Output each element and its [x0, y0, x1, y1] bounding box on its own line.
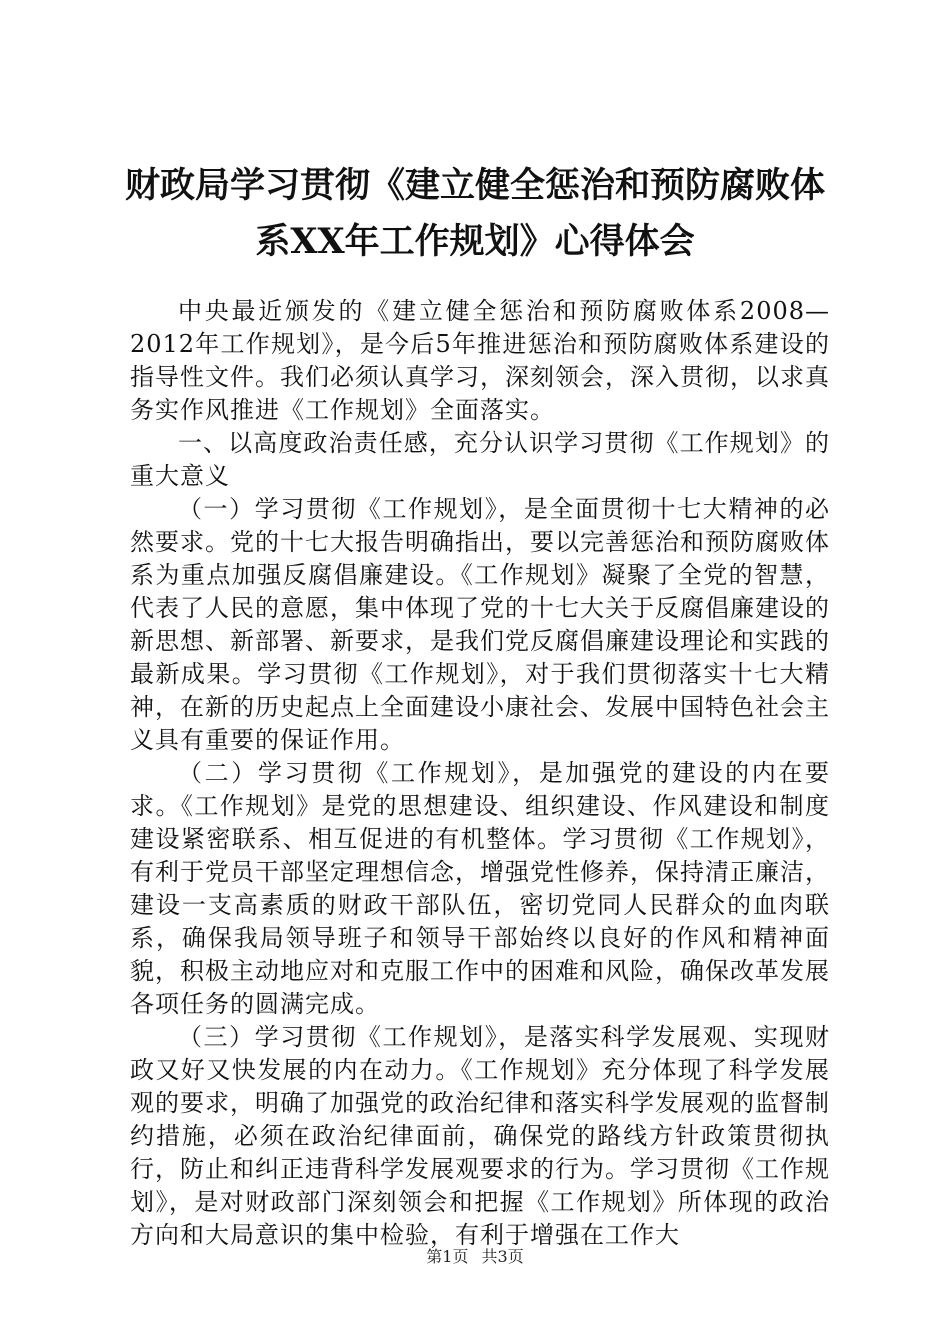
page-number-current: 第1页	[426, 1247, 469, 1266]
document-title-line-1: 财政局学习贯彻《建立健全惩治和预防腐败体	[124, 165, 825, 206]
document-title-line-2: 系XX年工作规划》心得体会	[255, 221, 695, 262]
document-body	[130, 295, 830, 1252]
section-heading-1: 一、以高度政治责任感，充分认识学习贯彻《工作规划》的重大意义	[130, 429, 830, 490]
page-number-total: 共3页	[481, 1247, 524, 1266]
page-footer	[0, 1244, 950, 1267]
paragraph-point-2: （二）学习贯彻《工作规划》，是加强党的建设的内在要求。《工作规划》是党的思想建设、组织建设、作风建设和制度建设紧密联系、相互促进的有机整体。学习贯彻《工作规划》，有利于党员干部坚定理想信念，增强党性修养，保持清正廉洁，建设一支高素质的财政干部队伍，密切党同人民群众的血肉联系，确保我局领导班子和领导干部始终以良好的作风和精神面貌，积极主动地应对和克服工作中的困难和风险，确保改革发展各项任务的圆满完成。	[130, 759, 830, 1018]
paragraph-point-3: （三）学习贯彻《工作规划》，是落实科学发展观、实现财政又好又快发展的内在动力。《工作规划》充分体现了科学发展观的要求，明确了加强党的政治纪律和落实科学发展观的监督制约措施，必须在政治纪律面前，确保党的路线方针政策贯彻执行，防止和纠正违背科学发展观要求的行为。学习贯彻《工作规划》，是对财政部门深刻领会和把握《工作规划》所体现的政治方向和大局意识的集中检验，有利于增强在工作大	[130, 1023, 830, 1249]
paragraph-point-1: （一）学习贯彻《工作规划》，是全面贯彻十七大精神的必然要求。党的十七大报告明确指出，要以完善惩治和预防腐败体系为重点加强反腐倡廉建设。《工作规划》凝聚了全党的智慧，代表了人民的意愿，集中体现了党的十七大关于反腐倡廉建设的新思想、新部署、新要求，是我们党反腐倡廉建设理论和实践的最新成果。学习贯彻《工作规划》，对于我们贯彻落实十七大精神，在新的历史起点上全面建设小康社会、发展中国特色社会主义具有重要的保证作用。	[130, 495, 830, 754]
paragraph-intro: 中央最近颁发的《建立健全惩治和预防腐败体系2008—2012年工作规划》，是今后5年推进惩治和预防腐败体系建设的指导性文件。我们必须认真学习，深刻领会，深入贯彻，以求真务实作风推进《工作规划》全面落实。	[130, 297, 830, 424]
